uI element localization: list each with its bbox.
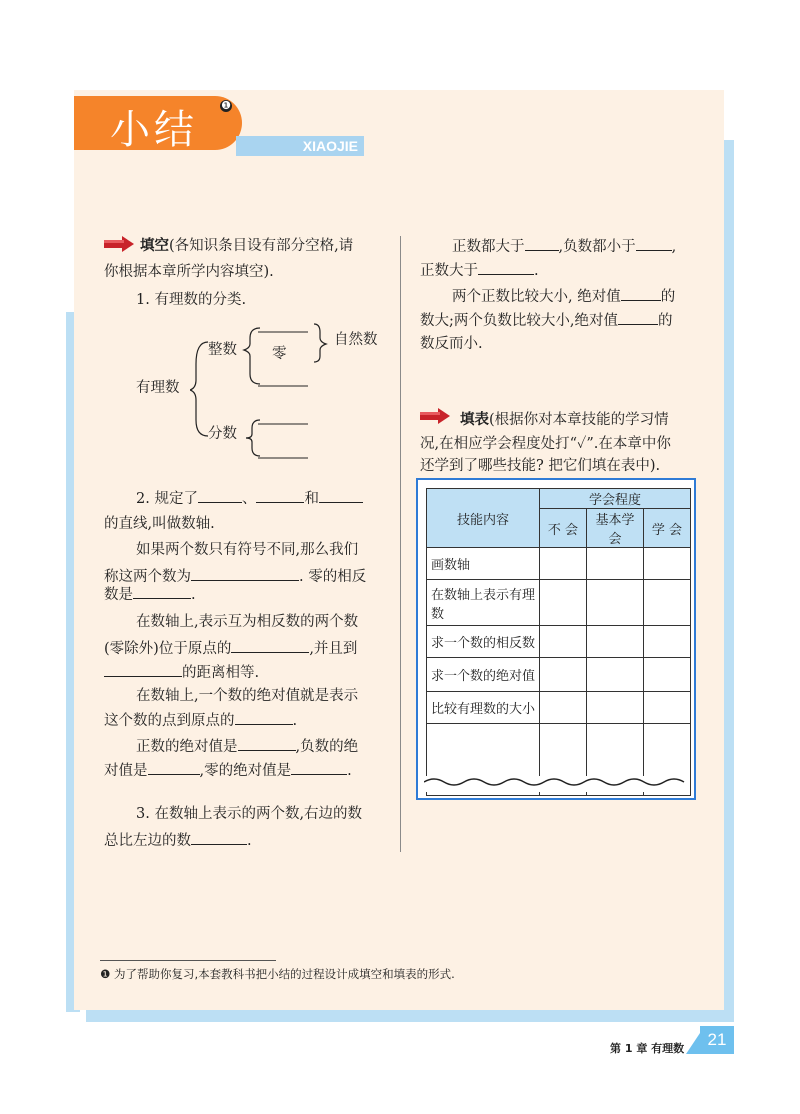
item-3-text-b: 总比左边的数	[104, 833, 191, 849]
title-footnote-marker: ❶	[221, 99, 231, 112]
table-row	[427, 580, 691, 626]
table-intro-2: 况,在相应学会程度处打“✓”.在本章中你	[420, 436, 671, 452]
check-cell[interactable]	[644, 692, 691, 724]
fill-heading: 填空	[140, 238, 169, 254]
r3-text-b: 的	[660, 289, 676, 305]
p2-line-3	[104, 662, 259, 683]
table-intro-1: (根据你对本章技能的学习情	[489, 412, 669, 428]
p4-text-d: ,零的绝对值是	[199, 763, 292, 779]
fill-intro-line-1	[140, 236, 353, 256]
item-3-line-2	[104, 830, 252, 851]
table-heading: 填表	[460, 412, 489, 428]
item-2-line-2: 的直线,叫做数轴.	[104, 516, 215, 532]
r4-text-b: 的	[658, 313, 673, 329]
p4-line-1	[136, 736, 358, 757]
class-fraction: 分数	[208, 426, 237, 442]
r1-text-a: 正数都大于	[452, 239, 525, 255]
blank-field[interactable]	[291, 760, 347, 775]
p3-text-c: .	[292, 713, 298, 729]
footnote-rule	[100, 960, 276, 961]
arrow-icon	[104, 236, 134, 252]
check-cell[interactable]	[540, 626, 587, 658]
class-integer: 整数	[208, 342, 237, 358]
item-2-text-a: 2. 规定了	[136, 491, 198, 507]
skill-cell-text-cont: 数	[431, 606, 445, 622]
p1-text-d: 数是	[104, 587, 133, 603]
blank-field[interactable]	[621, 286, 661, 301]
blank-field[interactable]	[148, 760, 200, 775]
check-cell[interactable]	[540, 548, 587, 580]
class-zero: 零	[272, 346, 287, 362]
check-cell[interactable]	[587, 658, 644, 692]
r-line-3	[452, 286, 675, 307]
blank-field[interactable]	[636, 236, 672, 251]
p1-line-1: 如果两个数只有符号不同,那么我们	[136, 542, 359, 558]
item-2-line-1	[136, 488, 363, 509]
check-cell[interactable]	[587, 548, 644, 580]
table-row	[427, 626, 691, 658]
skill-cell: 求一个数的相反数	[427, 626, 540, 658]
column-divider	[400, 236, 401, 852]
p2-text-d: 的距离相等.	[182, 665, 260, 681]
blank-field[interactable]	[198, 488, 242, 503]
p1-text-b: 称这两个数为	[104, 569, 191, 585]
check-cell[interactable]	[587, 692, 644, 724]
fill-intro-1: (各知识条目设有部分空格,请	[169, 238, 354, 254]
classification-braces	[190, 318, 340, 468]
p2-text-b: (零除外)位于原点的	[104, 641, 232, 657]
level-header: 不 会	[540, 509, 587, 548]
p4-text-e: .	[347, 763, 352, 779]
fill-intro-2: 你根据本章所学内容填空).	[104, 264, 274, 280]
p4-text-a: 正数的绝对值是	[136, 739, 238, 755]
p2-text-c: ,并且到	[309, 641, 358, 657]
check-cell[interactable]	[540, 580, 587, 626]
blank-field[interactable]	[525, 236, 559, 251]
check-cell[interactable]	[644, 548, 691, 580]
chapter-label: 第 1 章 有理数	[610, 1042, 685, 1055]
table-row	[427, 658, 691, 692]
r4-text-a: 数大;两个负数比较大小,绝对值	[420, 313, 618, 329]
item-2-sep-1: 、	[241, 491, 257, 507]
blank-field[interactable]	[231, 638, 309, 653]
item-1: 1. 有理数的分类.	[136, 292, 247, 308]
blank-field[interactable]	[319, 488, 363, 503]
page-number: 21	[700, 1026, 734, 1054]
p1-line-3	[104, 584, 196, 605]
check-cell[interactable]	[540, 692, 587, 724]
footnote-text: 为了帮助你复习,本套教科书把小结的过程设计成填空和填表的形式.	[113, 967, 455, 981]
blank-field[interactable]	[235, 710, 293, 725]
r1-text-b: ,负数都小于	[558, 239, 636, 255]
r2-text-a: 正数大于	[420, 263, 478, 279]
table-row	[427, 548, 691, 580]
check-cell[interactable]	[644, 580, 691, 626]
skills-table	[426, 488, 691, 796]
check-cell[interactable]	[540, 658, 587, 692]
skill-cell: 求一个数的绝对值	[427, 658, 540, 692]
check-cell[interactable]	[644, 658, 691, 692]
col-level-header: 学会程度	[540, 489, 691, 509]
footnote	[100, 966, 455, 982]
blank-field[interactable]	[133, 584, 191, 599]
skill-cell: 画数轴	[427, 548, 540, 580]
item-3-text-c: .	[247, 833, 252, 849]
class-natural: 自然数	[334, 332, 378, 348]
level-header: 学 会	[644, 509, 691, 548]
table-row	[427, 692, 691, 724]
p4-line-2	[104, 760, 352, 781]
footnote-marker: ❶	[100, 967, 111, 981]
skills-table-frame	[416, 478, 696, 800]
table-intro-3: 还学到了哪些技能? 把它们填在表中).	[420, 458, 661, 474]
p2-line-2	[104, 638, 357, 659]
blank-field[interactable]	[191, 830, 247, 845]
r3-text-a: 两个正数比较大小, 绝对值	[452, 289, 621, 305]
blank-field[interactable]	[256, 488, 304, 503]
table-intro-line-1	[460, 410, 669, 430]
p3-line-2	[104, 710, 297, 731]
blank-field[interactable]	[618, 310, 658, 325]
r2-text-b: .	[534, 263, 539, 279]
page-subtitle: XIAOJIE	[236, 136, 364, 156]
check-cell[interactable]	[644, 626, 691, 658]
r-line-4	[420, 310, 673, 331]
page-title: 小结	[110, 107, 198, 153]
r-line-2	[420, 260, 539, 281]
decorative-frame-bottom	[86, 1008, 734, 1022]
skill-cell	[427, 580, 540, 626]
p3-text-b: 这个数的点到原点的	[104, 713, 235, 729]
check-cell[interactable]	[587, 580, 644, 626]
p4-text-c: 对值是	[104, 763, 148, 779]
skill-cell: 比较有理数的大小	[427, 692, 540, 724]
blank-field[interactable]	[104, 662, 182, 677]
p1-text-e: .	[191, 587, 196, 603]
arrow-icon	[420, 408, 450, 424]
col-skill-header: 技能内容	[427, 489, 540, 548]
item-3-line-1: 3. 在数轴上表示的两个数,右边的数	[136, 806, 363, 822]
blank-field[interactable]	[238, 736, 296, 751]
torn-edge	[424, 776, 690, 792]
item-2-sep-2: 和	[304, 491, 319, 507]
p3-line-1: 在数轴上,一个数的绝对值就是表示	[136, 688, 359, 704]
p2-line-1: 在数轴上,表示互为相反数的两个数	[136, 614, 359, 630]
blank-field[interactable]	[478, 260, 534, 275]
check-cell[interactable]	[587, 626, 644, 658]
blank-field[interactable]	[191, 566, 299, 581]
r1-text-c: ,	[671, 239, 677, 255]
r-line-5: 数反而小.	[420, 336, 483, 352]
class-rational: 有理数	[136, 380, 180, 396]
level-header: 基本学会	[587, 509, 644, 548]
p4-text-b: ,负数的绝	[295, 739, 359, 755]
p1-text-c: . 零的相反	[299, 569, 367, 585]
r-line-1	[452, 236, 676, 257]
skill-cell-text: 在数轴上表示有理	[431, 587, 536, 603]
